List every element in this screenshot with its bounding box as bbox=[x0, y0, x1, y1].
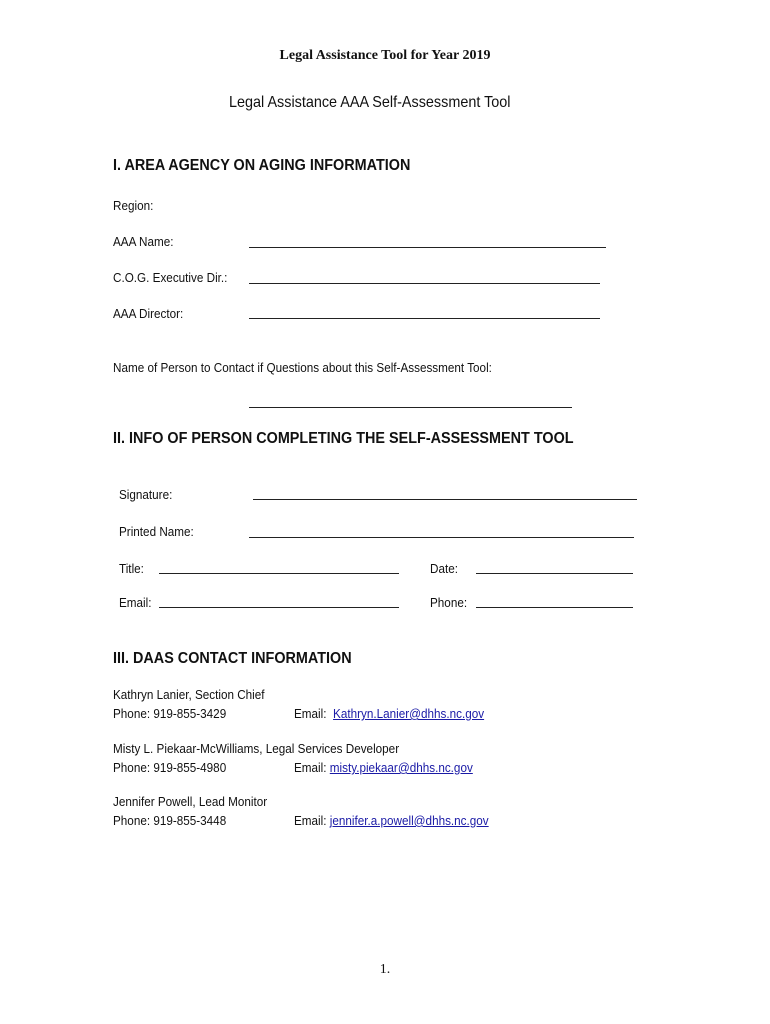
signature-field[interactable] bbox=[253, 499, 637, 500]
aaa-name-field[interactable] bbox=[249, 247, 606, 248]
contact-phone-text: Phone: 919-855-4980 bbox=[113, 760, 227, 775]
contact-email-link[interactable]: jennifer.a.powell@dhhs.nc.gov bbox=[329, 813, 489, 828]
cog-executive-label bbox=[113, 270, 240, 285]
contact-email bbox=[294, 706, 505, 721]
contact-phone-text: Phone: 919-855-3429 bbox=[113, 706, 227, 721]
contact-name bbox=[113, 794, 284, 809]
aaa-director-field[interactable] bbox=[249, 318, 600, 319]
date-label bbox=[430, 561, 461, 576]
contact-email-link[interactable]: misty.piekaar@dhhs.nc.gov bbox=[329, 760, 473, 775]
contact-email-wrap bbox=[294, 813, 489, 828]
contact-phone-text: Phone: 919-855-3448 bbox=[113, 813, 227, 828]
cog-executive-label-text: C.O.G. Executive Dir.: bbox=[113, 270, 228, 285]
title-label bbox=[119, 561, 147, 576]
email-label-text: Email: bbox=[119, 595, 152, 610]
phone-label bbox=[430, 595, 471, 610]
contact-name-text: Misty L. Piekaar-McWilliams, Legal Services Developer bbox=[113, 741, 400, 756]
section-1-heading-text: I. AREA AGENCY ON AGING INFORMATION bbox=[113, 157, 411, 174]
contact-name bbox=[113, 741, 431, 756]
phone-field[interactable] bbox=[476, 607, 633, 608]
email-label bbox=[119, 595, 155, 610]
document-title-text: Legal Assistance AAA Self-Assessment Tool bbox=[228, 94, 511, 111]
contact-email-label: Email: bbox=[294, 813, 327, 828]
aaa-director-label-text: AAA Director: bbox=[113, 306, 184, 321]
contact-email bbox=[294, 813, 510, 828]
contact-name-text: Jennifer Powell, Lead Monitor bbox=[113, 794, 268, 809]
signature-label bbox=[119, 487, 178, 502]
aaa-name-label-text: AAA Name: bbox=[113, 234, 174, 249]
contact-phone bbox=[113, 813, 239, 828]
contact-email-wrap bbox=[294, 760, 473, 775]
page-number: 1. bbox=[379, 962, 391, 977]
date-label-text: Date: bbox=[430, 561, 458, 576]
contact-phone bbox=[113, 760, 239, 775]
cog-executive-field[interactable] bbox=[249, 283, 600, 284]
contact-person-prompt-text: Name of Person to Contact if Questions about this Self-Assessment Tool: bbox=[113, 360, 492, 375]
printed-name-label bbox=[119, 524, 202, 539]
contact-email-link[interactable]: Kathryn.Lanier@dhhs.nc.gov bbox=[333, 706, 485, 721]
contact-email-label: Email: bbox=[294, 760, 327, 775]
title-field[interactable] bbox=[159, 573, 399, 574]
signature-label-text: Signature: bbox=[119, 487, 173, 502]
section-3-heading-text: III. DAAS CONTACT INFORMATION bbox=[113, 650, 352, 667]
region-label bbox=[113, 198, 158, 213]
section-1-heading bbox=[113, 157, 443, 175]
document-title bbox=[0, 94, 770, 112]
section-2-heading bbox=[113, 430, 625, 448]
contact-email-wrap bbox=[294, 706, 484, 721]
printed-name-label-text: Printed Name: bbox=[119, 524, 194, 539]
printed-name-field[interactable] bbox=[249, 537, 634, 538]
running-header: Legal Assistance Tool for Year 2019 bbox=[279, 48, 491, 63]
email-field[interactable] bbox=[159, 607, 399, 608]
title-label-text: Title: bbox=[119, 561, 144, 576]
contact-name bbox=[113, 687, 281, 702]
section-3-heading bbox=[113, 650, 378, 668]
region-label-text: Region: bbox=[113, 198, 154, 213]
contact-phone bbox=[113, 706, 239, 721]
contact-email bbox=[294, 760, 493, 775]
contact-person-field[interactable] bbox=[249, 407, 572, 408]
date-field[interactable] bbox=[476, 573, 633, 574]
contact-name-text: Kathryn Lanier, Section Chief bbox=[113, 687, 265, 702]
aaa-name-label bbox=[113, 234, 180, 249]
aaa-director-label bbox=[113, 306, 191, 321]
section-2-heading-text: II. INFO OF PERSON COMPLETING THE SELF-ASSESSMENT TOOL bbox=[113, 430, 574, 447]
contact-email-label: Email: bbox=[294, 706, 327, 721]
phone-label-text: Phone: bbox=[430, 595, 468, 610]
contact-person-prompt bbox=[113, 360, 534, 375]
